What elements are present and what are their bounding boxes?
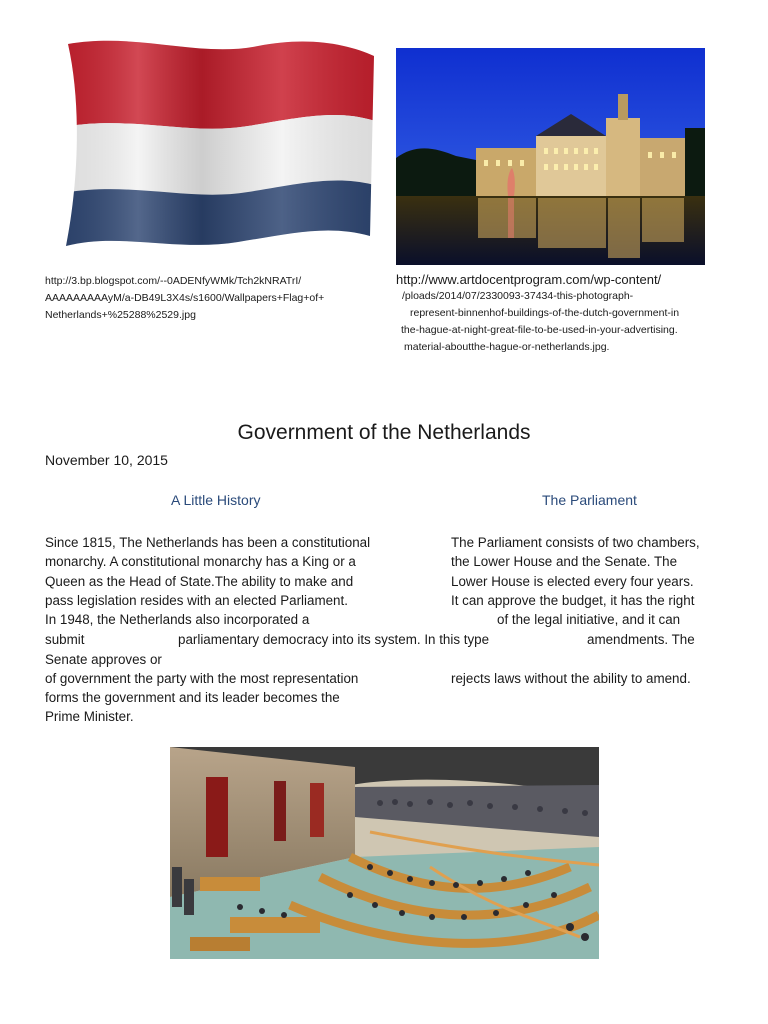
body-line: Lower House is elected every four years. — [451, 573, 694, 589]
heading-the-parliament: The Parliament — [542, 492, 637, 508]
body-line-submit: submit — [45, 632, 85, 647]
body-line: Since 1815, The Netherlands has been a constitutional — [45, 535, 371, 550]
heading-a-little-history: A Little History — [171, 492, 261, 508]
body-line-amendments: amendments. The — [587, 632, 695, 647]
body-line: the Lower House and the Senate. The — [451, 554, 678, 570]
body-line-government-party: of government the party with the most representation — [45, 671, 359, 686]
body-line: Queen as the Head of State.The ability to make and — [45, 573, 354, 589]
body-line: pass legislation resides with an elected Parliament. — [45, 592, 348, 608]
caption-line: Netherlands+%25288%2529.jpg — [45, 309, 196, 321]
caption-line: http://3.bp.blogspot.com/--0ADENfyWMk/Tch2kNRATrI/ — [45, 275, 302, 287]
binnenhof-night-photo — [396, 48, 705, 265]
document-date: November 10, 2015 — [45, 452, 168, 468]
caption-line: AAAAAAAAAyM/a-DB49L3X4s/s1600/Wallpapers+Flag+of+ — [45, 292, 325, 304]
body-line-rejects-laws: rejects laws without the ability to amend. — [451, 671, 691, 686]
parliament-paragraph — [451, 533, 700, 629]
body-tail — [45, 688, 340, 727]
body-line-senate: Senate approves or — [45, 652, 162, 667]
caption-line: the-hague-at-night-great-file-to-be-used-in-your-advertising. — [401, 324, 678, 336]
caption-line: /ploads/2014/07/2330093-37434-this-photograph- — [402, 290, 634, 302]
caption-line: represent-binnenhof-buildings-of-the-dutch-government-in — [410, 307, 680, 319]
body-line: It can approve the budget, it has the right — [451, 592, 695, 608]
history-paragraph — [45, 533, 370, 629]
body-line: forms the government and its leader becomes the — [45, 690, 340, 705]
netherlands-flag-image — [58, 36, 378, 254]
body-line: In 1948, the Netherlands also incorporated a — [45, 612, 310, 628]
binnenhof-image-caption — [396, 271, 679, 356]
body-line: of the legal initiative, and it can — [497, 612, 681, 628]
parliament-chamber-photo — [170, 747, 599, 959]
flag-image-caption — [45, 273, 324, 324]
document-title: Government of the Netherlands — [237, 421, 531, 444]
body-line: The Parliament consists of two chambers, — [451, 535, 700, 550]
caption-line: http://www.artdocentprogram.com/wp-content/ — [396, 272, 662, 287]
body-line: Prime Minister. — [45, 709, 134, 725]
body-line: monarchy. A constitutional monarchy has a King or a — [45, 554, 356, 570]
body-line-parliamentary-democracy: parliamentary democracy into its system. In this type — [178, 632, 490, 647]
caption-line: material-aboutthe-hague-or-netherlands.jpg. — [404, 341, 610, 353]
